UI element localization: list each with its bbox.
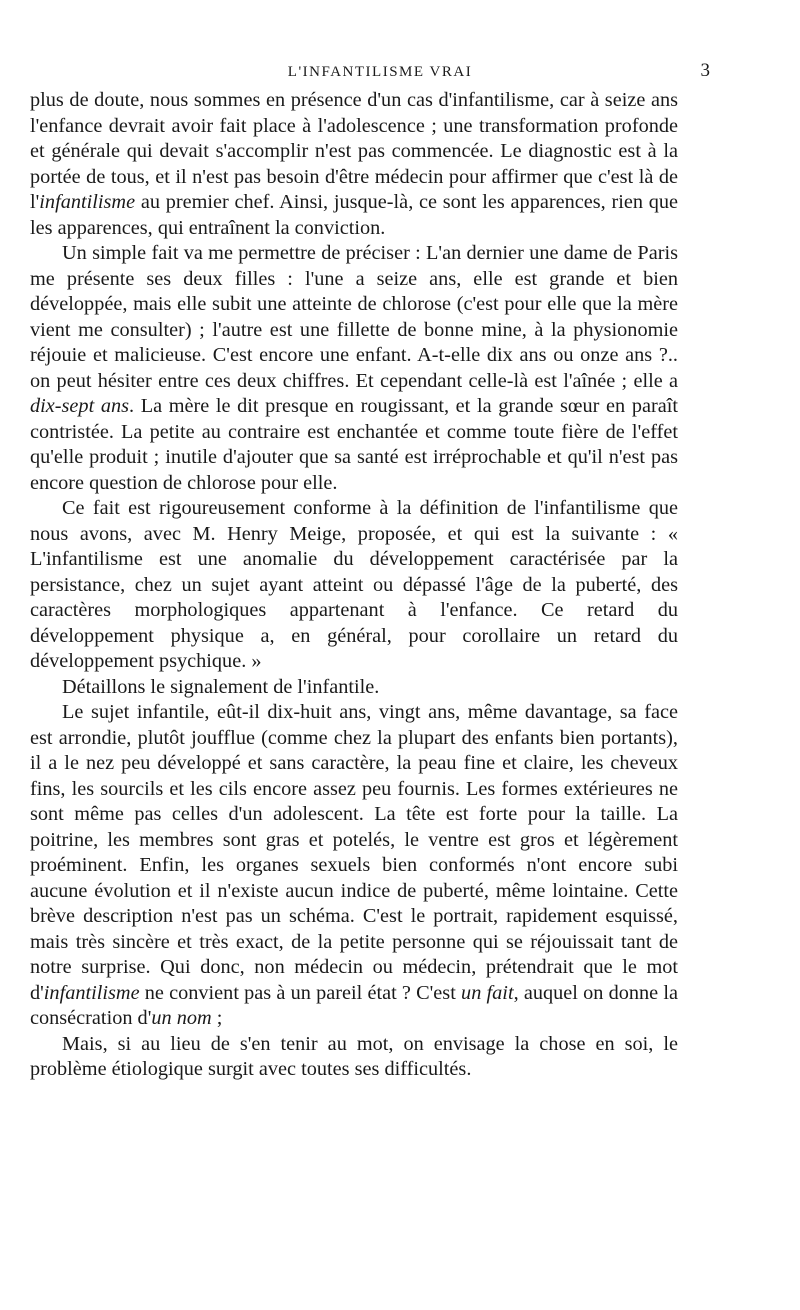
text-run: Ce fait est rigoureusement conforme à la définition de l'infantilisme que nous avons, avec M. Henry Meige, proposée, et qui est la suivante : « L'infantilisme est une anomalie du développement caractérisée par la persistance, chez un sujet ayant atteint ou dépassé l'âge de la puberté, des caractères morphologiques appartenant à l'enfance. Ce retard du développement physique a, en général, pour corollaire un retard du développement psychique. »: [30, 497, 678, 672]
page-header: [60, 60, 710, 86]
italic-run: un fait: [461, 981, 514, 1004]
text-run: Mais, si au lieu de s'en tenir au mot, on envisage la chose en soi, le problème étiologique surgit avec toutes ses difficultés.: [30, 1032, 678, 1080]
italic-run: un nom: [151, 1007, 212, 1029]
text-run: Un simple fait va me permettre de préciser : L'an dernier une dame de Paris me présente ses deux filles : l'une a seize ans, elle est grande et bien développée, mais elle subit une atteinte de chlorose (c'est pour elle que la mère vient me consulter) ; l'autre est une fillette de bonne mine, à la physionomie réjouie et malicieuse. C'est encore une enfant. A-t-elle dix ans ou onze ans ?.. on peut hésiter entre ces deux chiffres. Et cependant celle-là est l'aînée ; elle a: [30, 242, 678, 392]
text-run: . La mère le dit presque en rougissant, et la grande sœur en paraît contristée. La petite au contraire est enchantée et comme toute fière de l'effet qu'elle produit ; inutile d'ajouter que sa santé est irréprochable et qu'il n'est pas encore question de chlorose pour elle.: [30, 395, 678, 494]
paragraph-1: [30, 88, 678, 241]
paragraph-3: [30, 496, 678, 675]
paragraph-6: [30, 1032, 678, 1083]
text-run: plus de doute, nous sommes en présence d'un cas d'infantilisme, car à seize ans l'enfance devrait avoir fait place à l'adolescence ; une transformation profonde et générale qui devait s'accomplir n'est pas commencée. Le diagnostic est à la portée de tous, et il n'est pas besoin d'être médecin pour affirmer que c'est là de l': [30, 89, 678, 213]
text-run: , auquel on donne la consécration d': [30, 981, 678, 1029]
text-run: ;: [211, 1007, 223, 1029]
paragraph-5: [30, 700, 678, 1032]
paragraph-2: [30, 241, 678, 496]
text-run: ne convient pas à un pareil état ? C'est: [139, 981, 462, 1004]
text-run: au premier chef. Ainsi, jusque-là, ce sont les apparences, rien que les apparences, qui entraînent la conviction.: [30, 191, 678, 239]
italic-run: infantilisme: [39, 191, 136, 213]
page-number: 3: [700, 60, 710, 81]
body-text: [30, 88, 678, 1083]
paragraph-4: [30, 675, 678, 701]
italic-run: infantilisme: [43, 981, 140, 1004]
running-head: L'INFANTILISME VRAI: [287, 64, 473, 80]
text-run: Le sujet infantile, eût-il dix-huit ans, vingt ans, même davantage, sa face est arrondie, plutôt joufflue (comme chez la plupart des enfants bien portants), il a le nez peu développé et sans caractère, la peau fine et claire, les cheveux fins, les sourcils et les cils encore assez peu fournis. Les formes extérieures ne sont même pas celles d'un adolescent. La tête est forte pour la taille. La poitrine, les membres sont gras et potelés, le ventre est gros et légèrement proéminent. Enfin, les organes sexuels bien conformés n'ont encore subi aucune évolution et il n'existe aucun indice de puberté, même lointaine. Cette brève description n'est pas un schéma. C'est le portrait, rapidement esquissé, mais très sincère et très exact, de la petite personne qui se réjouissait tant de notre surprise. Qui donc, non médecin ou médecin, prétendrait que le mot d': [30, 701, 678, 1004]
italic-run: dix-sept ans: [30, 395, 129, 417]
text-run: Détaillons le signalement de l'infantile.: [62, 675, 380, 698]
